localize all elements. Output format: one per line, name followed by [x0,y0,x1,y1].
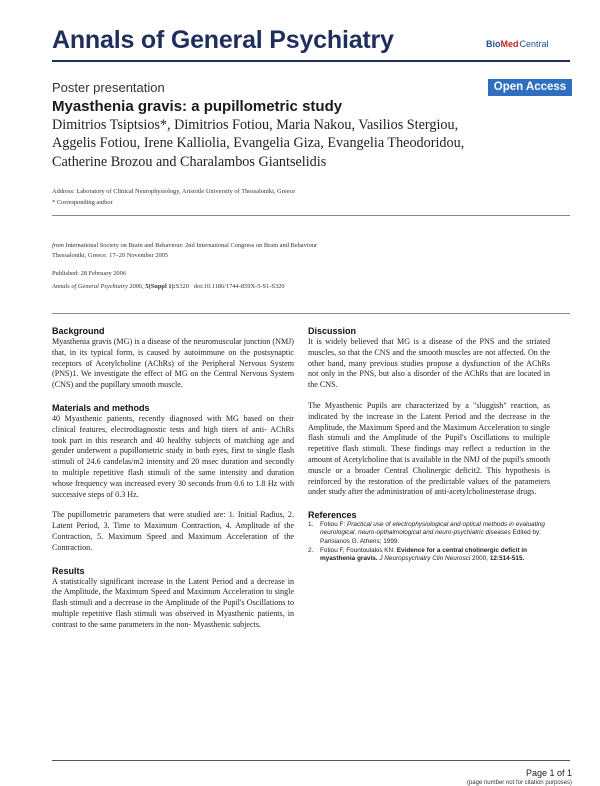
reference-detail: Edited by: Parisianos G. Athens; 1999. [320,529,541,545]
logo-central: Central [519,39,549,49]
open-access-badge: Open Access [488,79,572,96]
author-line: Dimitrios Tsiptsios*, Dimitrios Fotiou, Maria Nakou, Vasilios Stergiou, [52,117,459,133]
page-number: Page 1 of 1 [525,768,572,778]
article-title: Myasthenia gravis: a pupillometric study [52,98,343,115]
author-list [52,116,532,171]
conference-place: Thessaloniki, Greece. 17–20 November 2005 [52,252,169,259]
reference-author: Fotiou F: [320,521,346,529]
header-rule [52,60,570,62]
reference-title: Practical use of electrophysiological and optical methods in evaluating neurological, neuro-opthalmological and neuro-psychiatric diseases [320,521,545,537]
methods-text-2: The pupillometric parameters that were studied are: 1. Initial Radius, 2. Latent Period, 3. Time to Maximum Contraction, 4. Amplitude of the Contraction, 5. Maximum Speed and Maximum Acceleration of the Contraction. [52,510,294,552]
citation-year: 2006, [129,283,144,290]
body-rule [52,313,570,314]
discussion-text: It is widely believed that MG is a disease of the PNS and the striated muscles, so that the CNS and the smooth muscles are not affected. On the other hand, many previous studies propose a dysfunction of the AChRs not only in the PNS, but also a disorder of the AChRs that are located in the CNS. [308,337,550,390]
reference-author: Fotiou F, Fountoulakis KN: [320,547,395,555]
reference-journal: J Neuropsychiatry Clin Neurosci [379,555,471,563]
reference-year: 2000, [472,555,489,563]
author-line: Aggelis Fotiou, Irene Kalliolia, Evangelia Giza, Evangelia Theodoridou, [52,135,465,152]
from-text: International Society on Brain and Behaviour: 2nd International Congress on Brain and Behaviour [65,242,318,249]
citation-doi: doi:10.1186/1744-859X-5-S1-S320 [193,283,285,290]
references-heading: References [308,510,357,521]
citation-page: S320 [175,283,189,290]
reference-list [308,521,550,563]
reference-volume: 12: [489,555,500,563]
results-text: A statistically significant increase in the Latent Period and a decrease in the Amplitude, the Maximum Speed and Maximum Acceleration to single flash stimuli and a decrease in the Amplitude of the Pupil's Oscillations to multiple repetitive flash stimuli was observed in Myasthenic patients, in contrast to the same parameters in the non- Myasthenic subjects. [52,576,294,629]
biomed-central-logo [486,39,549,49]
meta-rule [52,215,570,216]
citation-volume: 5(Suppl 1): [145,283,176,290]
author-line: Catherine Brozou and Charalambos Giantselidis [52,153,327,170]
citation [52,282,572,292]
discussion-text-2: The Myasthenic Pupils are characterized by a "sluggish" reaction, as indicated by the increase in the Latent Period and the decrease in the Amplitude, the Maximum Speed and the Maximum Acceleration to single flash stimuli and the Amplitude of the Pupil's Oscillations to multiple repetitive flash stimuli. These findings may reflect a reduction in the amount of Acetylcholine that is available in the NMJ of the pupil's smooth muscle or a broader Central Cholinergic deficit2. This hypothesis is reinforced by the restoration of the predictable values of the parameters under study after the administration of anti-acetylcholinesterase drugs. [308,400,550,497]
address: Address: Laboratory of Clinical Neurophysiology, Aristotle University of Thessaloniki, Greece [52,188,296,195]
conference-from [52,241,572,251]
logo-bio: Bio [486,39,501,49]
background-text: Myasthenia gravis (MG) is a disease of the neuromuscular junction (NMJ) that, in its typical form, is caused by autoimmune on the postsynaptic receptors of Acetylcholine (AChRs) of the Peripheral Nervous System (PNS)1. We investigate the effect of MG on the Central Nervous System (CNS) and the pupillary smooth muscle. [52,337,294,390]
citation-journal: Annals of General Psychiatry [52,283,128,290]
from-prefix: from [52,242,64,249]
published-date: Published: 28 February 2006 [52,270,127,277]
reference-item [308,521,550,546]
journal-title: Annals of General Psychiatry [52,26,394,54]
footer-rule [52,760,570,761]
discussion-heading: Discussion [308,326,357,336]
right-column [308,326,550,565]
logo-med: Med [500,39,519,49]
page-note: (page number not for citation purposes) [466,780,572,786]
reference-pages: 514-515. [499,555,525,563]
article-type: Poster presentation [52,80,165,95]
reference-title: Evidence for a central cholinergic deficit in myasthenia gravis. [320,547,528,563]
reference-number: 1. [308,521,314,529]
results-heading: Results [52,565,85,576]
corresponding-author: * Corresponding author [52,199,113,206]
methods-heading: Materials and methods [52,402,150,413]
reference-item [308,547,550,564]
left-column [52,326,294,641]
methods-text: 40 Myasthenic patients, recently diagnosed with MG based on their clinical features, electrodiagnostic tests and high titers of anti- AChRs took part in this research and 40 healthy subjects of matching age and gender underwent a pupillometric study in both eyes, first to single flash stimuli of 24.6 candelas/m2 intensity and 20 msec duration and secondly to multiple repetitive flash stimuli of the same intensity and duration whose frequency was increased every 30 seconds from 0.6 to 1.8 Hz with successive steps of 0.3 Hz. [52,413,294,499]
reference-number: 2. [308,547,314,555]
background-heading: Background [52,326,105,336]
